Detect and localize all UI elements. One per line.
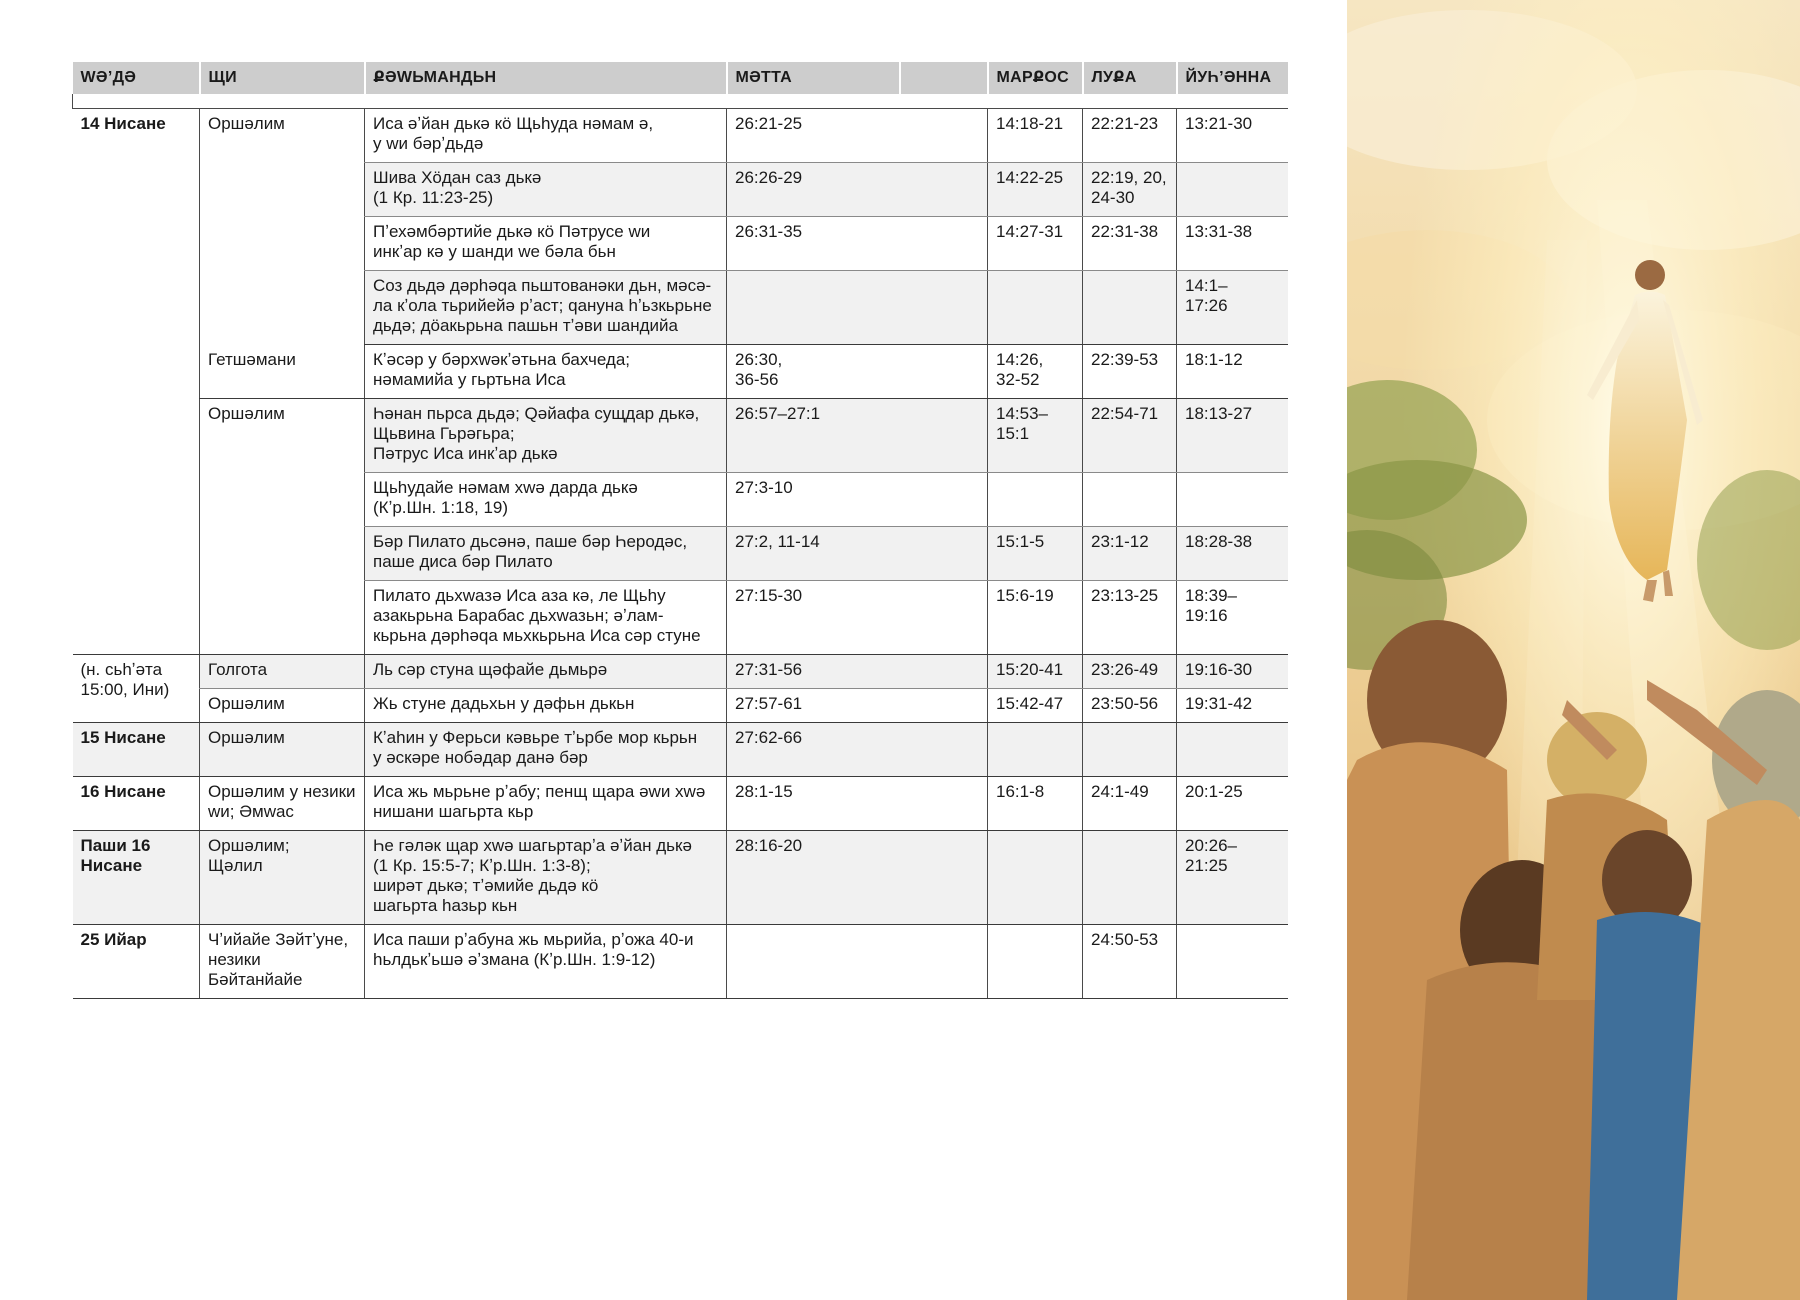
yuhanna-cell <box>1177 473 1288 527</box>
place-cell: Оршəлим <box>200 723 365 777</box>
luqa-cell <box>1083 831 1177 925</box>
luqa-cell <box>1083 723 1177 777</box>
matta-cell: 27:62-66 <box>727 723 988 777</box>
yuhanna-cell: 20:26– 21:25 <box>1177 831 1288 925</box>
date-cell <box>73 345 200 655</box>
event-cell: Иса паши рʼабуна жь мьрийа, рʼожа 40-и һьлдькʼьшə əʼзмана (Кʼр.Шн. 1:9-12) <box>365 925 727 999</box>
ascension-illustration-icon <box>1347 0 1800 1300</box>
place-cell: Оршəлим; Щəлил <box>200 831 365 925</box>
yuhanna-cell <box>1177 163 1288 217</box>
date-cell: Паши 16 Нисане <box>73 831 200 925</box>
header-blank <box>900 62 988 94</box>
matta-cell <box>727 925 988 999</box>
event-cell: Бəр Пилато дьсəнə, паше бəр Һеродəс, паше диса бəр Пилато <box>365 527 727 581</box>
event-cell: Соз дьдə дəрһəqа пьштованəки дьн, мəсə- ла кʼола тьрийейə рʼаст; qануна һʼьзкьрьне дьдə; дöакьрьна пашьн тʼəви шандийа <box>365 271 727 345</box>
event-cell: Иса жь мьрьне рʼабу; пенщ щара əwи хwə нишани шагьрта кьр <box>365 777 727 831</box>
place-cell: Оршəлим у незики wи; Əмwас <box>200 777 365 831</box>
header-yuhanna: ЙУҺʼƏННА <box>1177 62 1288 94</box>
marqos-cell: 15:42-47 <box>988 689 1083 723</box>
yuhanna-cell: 18:13-27 <box>1177 399 1288 473</box>
schedule-table-container <box>72 62 1287 999</box>
table-row <box>73 399 1288 473</box>
luqa-cell <box>1083 473 1177 527</box>
matta-cell <box>727 271 988 345</box>
table-row <box>73 689 1288 723</box>
luqa-cell: 22:31-38 <box>1083 217 1177 271</box>
place-cell: Оршəлим <box>200 109 365 345</box>
luqa-cell: 24:1-49 <box>1083 777 1177 831</box>
ascension-illustration <box>1347 0 1800 1300</box>
luqa-cell: 24:50-53 <box>1083 925 1177 999</box>
event-cell: Кʼаһин у Ферьси кəвьре тʼьрбе мор кьрьн у əскəре нобəдар данə бəр <box>365 723 727 777</box>
matta-cell: 26:30, 36-56 <box>727 345 988 399</box>
marqos-cell <box>988 473 1083 527</box>
event-cell: Пилато дьхwазə Иса аза кə, ле Щьһу азакьрьна Барабас дьхwазьн; əʼлам- кьрьна дəрһəqа мьхкьрьна Иса сəр стуне <box>365 581 727 655</box>
matta-cell: 27:57-61 <box>727 689 988 723</box>
place-cell: Гетшəмани <box>200 345 365 399</box>
place-cell: Чʼийайе Зəйтʼуне, незики Бəйтанйайе <box>200 925 365 999</box>
yuhanna-cell: 18:28-38 <box>1177 527 1288 581</box>
marqos-cell <box>988 831 1083 925</box>
matta-cell: 26:26-29 <box>727 163 988 217</box>
yuhanna-cell: 18:39– 19:16 <box>1177 581 1288 655</box>
yuhanna-cell <box>1177 723 1288 777</box>
marqos-cell: 16:1-8 <box>988 777 1083 831</box>
header-luqa: ЛУՔА <box>1083 62 1177 94</box>
date-cell: 15 Нисане <box>73 723 200 777</box>
header-date: WƏʼДƏ <box>73 62 200 94</box>
yuhanna-cell: 18:1-12 <box>1177 345 1288 399</box>
table-row <box>73 777 1288 831</box>
place-cell: Голгота <box>200 655 365 689</box>
yuhanna-cell: 14:1– 17:26 <box>1177 271 1288 345</box>
event-cell: Шива Хöдан саз дькə (1 Кр. 11:23-25) <box>365 163 727 217</box>
header-marqos: МАРՔОС <box>988 62 1083 94</box>
date-cell: 14 Нисане <box>80 114 166 133</box>
yuhanna-cell: 13:31-38 <box>1177 217 1288 271</box>
header-event: ՔƏWЬМАНДЬН <box>365 62 727 94</box>
matta-cell: 26:57–27:1 <box>727 399 988 473</box>
event-cell: Һе гəлəк щар хwə шагьртарʼа əʼйан дькə (1 Кр. 15:5-7; Кʼр.Шн. 1:3-8); ширəт дькə; тʼəмийе дьдə кö шагьрта һазьр кьн <box>365 831 727 925</box>
date-cell: 25 Ийар <box>73 925 200 999</box>
table-row <box>73 345 1288 399</box>
yuhanna-cell: 13:21-30 <box>1177 109 1288 163</box>
event-cell: Жь стуне дадьхьн у дəфьн дькьн <box>365 689 727 723</box>
table-row <box>73 723 1288 777</box>
date-cell: 16 Нисане <box>73 777 200 831</box>
yuhanna-cell <box>1177 925 1288 999</box>
marqos-cell <box>988 925 1083 999</box>
marqos-cell: 14:26, 32-52 <box>988 345 1083 399</box>
marqos-cell: 14:18-21 <box>988 109 1083 163</box>
table-row <box>73 655 1288 689</box>
matta-cell: 26:21-25 <box>727 109 988 163</box>
place-cell: Оршəлим <box>200 689 365 723</box>
matta-cell: 28:1-15 <box>727 777 988 831</box>
luqa-cell: 23:50-56 <box>1083 689 1177 723</box>
luqa-cell: 22:54-71 <box>1083 399 1177 473</box>
matta-cell: 28:16-20 <box>727 831 988 925</box>
marqos-cell: 14:27-31 <box>988 217 1083 271</box>
header-row <box>73 62 1288 94</box>
matta-cell: 27:3-10 <box>727 473 988 527</box>
yuhanna-cell: 19:16-30 <box>1177 655 1288 689</box>
luqa-cell <box>1083 271 1177 345</box>
matta-cell: 27:2, 11-14 <box>727 527 988 581</box>
marqos-cell: 14:22-25 <box>988 163 1083 217</box>
matta-cell: 26:31-35 <box>727 217 988 271</box>
event-cell: Кʼəсəр у бəрхwəкʼəтьна бахчеда; нəмамийа у гьртьна Иса <box>365 345 727 399</box>
marqos-cell: 14:53– 15:1 <box>988 399 1083 473</box>
table-row <box>73 109 1288 163</box>
luqa-cell: 23:1-12 <box>1083 527 1177 581</box>
event-cell: Щьһудайе нəмам хwə дарда дькə (Кʼр.Шн. 1:18, 19) <box>365 473 727 527</box>
yuhanna-cell: 20:1-25 <box>1177 777 1288 831</box>
matta-cell: 27:31-56 <box>727 655 988 689</box>
table-row <box>73 925 1288 999</box>
luqa-cell: 23:26-49 <box>1083 655 1177 689</box>
matta-cell: 27:15-30 <box>727 581 988 655</box>
marqos-cell <box>988 271 1083 345</box>
marqos-cell: 15:6-19 <box>988 581 1083 655</box>
luqa-cell: 22:39-53 <box>1083 345 1177 399</box>
marqos-cell: 15:1-5 <box>988 527 1083 581</box>
luqa-cell: 23:13-25 <box>1083 581 1177 655</box>
event-cell: Пʼехəмбəртийе дькə кö Пəтрусе wи инкʼар кə у шанди wе бəла бьн <box>365 217 727 271</box>
event-cell: Һəнан пьрса дьдə; Qəйафа сущдар дькə, Щьвина Гьрəгьра; Пəтрус Иса инкʼар дькə <box>365 399 727 473</box>
event-cell: Ль сəр стуна щəфайе дьмьрə <box>365 655 727 689</box>
luqa-cell: 22:19, 20, 24-30 <box>1083 163 1177 217</box>
table-row <box>73 831 1288 925</box>
header-place: ЩИ <box>200 62 365 94</box>
header-matta: МƏТТА <box>727 62 900 94</box>
marqos-cell: 15:20-41 <box>988 655 1083 689</box>
marqos-cell <box>988 723 1083 777</box>
date-cell: (н. сьһʼəта 15:00, Ини) <box>73 655 200 723</box>
schedule-table <box>72 62 1288 999</box>
event-cell: Иса əʼйан дькə кö Щьһуда нəмам ə, у wи бəрʼдьдə <box>365 109 727 163</box>
header-spacer <box>73 94 1288 109</box>
yuhanna-cell: 19:31-42 <box>1177 689 1288 723</box>
place-cell: Оршəлим <box>200 399 365 655</box>
luqa-cell: 22:21-23 <box>1083 109 1177 163</box>
